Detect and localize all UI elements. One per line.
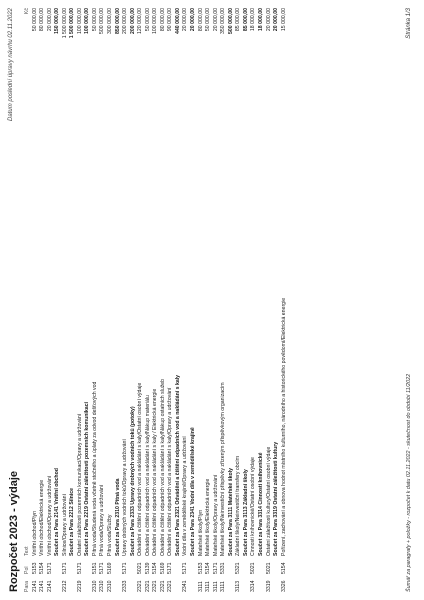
cell-amount: 350 000,00 (220, 8, 227, 34)
cell-para: 2321 (167, 580, 174, 592)
cell-amount: 1 500 000,00 (61, 8, 68, 39)
cell-amount: 200 000,00 (129, 8, 136, 34)
cell-amount: 20 000,00 (273, 8, 280, 32)
cell-para: 2321 (137, 580, 144, 592)
cell-para: 2212 (61, 580, 68, 592)
cell-para: 3111 (205, 581, 212, 592)
table-row (145, 8, 153, 592)
last-modified-date: Datum poslední úpravy návrhu 02.11.2022 (8, 8, 14, 121)
cell-para: 2321 (159, 580, 166, 592)
cell-text: Odvádění a čištění odpadních vod a nakládání s kaly/Nákup materiálu (144, 395, 151, 556)
cell-para: 2219 (76, 580, 83, 592)
cell-text: Součet za Para 2321 Odvádění a čištění odpadních vod a nakládání s kaly (174, 374, 181, 556)
cell-text: Součet za Para 3319 Ostatní záležitosti kultury (273, 441, 280, 556)
cell-pol: 5171 (76, 562, 83, 574)
cell-para: 2141 (31, 580, 38, 592)
cell-amount: 120 000,00 (137, 8, 144, 34)
cell-pol: 5154 (280, 562, 287, 574)
table-row (213, 8, 221, 592)
cell-text: Součet za Para 3113 Základní školy (242, 469, 249, 556)
cell-amount: 20 000,00 (46, 8, 53, 32)
cell-amount: 90 000,00 (167, 8, 174, 32)
table-row-subtotal (243, 8, 251, 592)
cell-text: Součet za Para 2219 Ostatní záležitosti pozemních komunikací (84, 402, 91, 556)
cell-text: Odvádění a čištění odpadních vod a nakládání s kaly/Opravy a udržování (167, 387, 174, 556)
cell-pol: 5171 (182, 562, 189, 574)
cell-para: 3111 (220, 581, 227, 592)
cell-para (69, 574, 77, 592)
table-row (198, 8, 206, 592)
cell-amount: 500 000,00 (227, 8, 234, 34)
table-row-subtotal (228, 8, 236, 592)
cell-para: 2341 (182, 580, 189, 592)
cell-para (130, 574, 138, 592)
table-row (32, 8, 40, 592)
cell-amount: 200 000,00 (122, 8, 129, 34)
cell-pol: 5321 (235, 562, 242, 574)
cell-para (115, 574, 123, 592)
cell-pol (130, 556, 138, 574)
table-row (250, 8, 258, 592)
cell-pol (243, 556, 251, 574)
cell-para: 3314 (250, 580, 257, 592)
cell-amount: 100 000,00 (152, 8, 159, 34)
cell-para: 2310 (99, 580, 106, 592)
cell-para: 2141 (46, 580, 53, 592)
cell-para: 3111 (212, 581, 219, 592)
cell-pol (69, 556, 77, 574)
cell-text: Odvádění a čištění odpadních vod a nakládání s kaly / Elektrická energie (152, 388, 159, 556)
table-row-subtotal (115, 8, 123, 592)
table-row (266, 8, 274, 592)
cell-text: Vodní díla v zemědělské krajině/Opravy a udržování (182, 436, 189, 556)
cell-text: Součet za Para 3314 Činnosti knihovnické (257, 452, 264, 556)
cell-amount: 20 000,00 (182, 8, 189, 32)
cell-amount: 150 000,00 (54, 8, 61, 34)
col-header-pol: Pol (24, 566, 30, 574)
cell-pol: 5153 (197, 562, 204, 574)
table-row (107, 8, 115, 592)
cell-pol: 5169 (159, 562, 166, 574)
cell-para: 2310 (91, 580, 98, 592)
table-row (205, 8, 213, 592)
cell-amount: 85 000,00 (235, 8, 242, 32)
cell-pol: 5171 (46, 562, 53, 574)
cell-text: Součet za Para 2141 Vnitřní obchod (54, 468, 61, 556)
cell-pol: 5331 (220, 562, 227, 574)
cell-pol (228, 556, 236, 574)
cell-amount: 80 000,00 (159, 8, 166, 32)
table-row (235, 8, 243, 592)
cell-amount: 50 000,00 (205, 8, 212, 32)
budget-table (24, 8, 288, 592)
cell-pol: 5151 (91, 562, 98, 574)
cell-text: Silnice/Opravy a udržování (61, 494, 68, 556)
cell-amount: 18 000,00 (250, 8, 257, 32)
cell-text: Ostatní záležitosti pozemních komunikací/Opravy a udržování (76, 413, 83, 556)
cell-text: Mateřské školy/Elektrická energie (205, 478, 212, 556)
cell-amount: 300 000,00 (107, 8, 114, 34)
cell-pol (273, 556, 281, 574)
table-row (137, 8, 145, 592)
cell-para: 3326 (280, 580, 287, 592)
cell-para: 3113 (235, 580, 242, 592)
cell-pol: 5153 (31, 562, 38, 574)
cell-text: Mateřské školy/Plyn (197, 509, 204, 556)
cell-amount: 100 000,00 (84, 8, 91, 34)
table-header-row (24, 8, 32, 592)
cell-para (190, 574, 198, 592)
cell-pol: 5021 (250, 562, 257, 574)
cell-text: Pitná voda/Studená voda včetně stočného a úplaty za odvod dešťových vod (91, 381, 98, 556)
cell-amount: 85 000,00 (242, 8, 249, 32)
cell-pol: 5154 (152, 562, 159, 574)
cell-pol (190, 556, 198, 574)
cell-para: 3319 (265, 580, 272, 592)
table-row (160, 8, 168, 592)
cell-para (54, 574, 62, 592)
table-row (92, 8, 100, 592)
table-row (122, 8, 130, 592)
table-row (62, 8, 70, 592)
cell-text: Pořízení, zachování a obnova hodnot místního kulturního, národního a historického povědomí/Elektrická energie (280, 297, 287, 556)
cell-pol: 5171 (122, 562, 129, 574)
cell-amount: 18 000,00 (257, 8, 264, 32)
page-title: Rozpočet 2023 - výdaje (8, 470, 20, 592)
cell-amount: 50 000,00 (31, 8, 38, 32)
cell-pol: 5021 (137, 562, 144, 574)
table-row-subtotal (84, 8, 92, 592)
col-header-para: Para (24, 581, 30, 592)
table-row-subtotal (175, 8, 183, 592)
cell-para: 2321 (152, 580, 159, 592)
cell-pol: 5139 (144, 562, 151, 574)
cell-text: Vnitřní obchod/Opravy a udržování (46, 475, 53, 556)
cell-para: 2321 (144, 580, 151, 592)
table-row (167, 8, 175, 592)
cell-amount: 850 000,00 (114, 8, 121, 34)
table-row (77, 8, 85, 592)
cell-pol: 5171 (212, 562, 219, 574)
cell-para: 2333 (122, 580, 129, 592)
cell-pol: 5021 (265, 562, 272, 574)
cell-text: Úpravy drobných vodních toků/Opravy a udržování (122, 439, 129, 556)
cell-para: 2310 (107, 580, 114, 592)
table-row-subtotal (130, 8, 138, 592)
cell-pol: 5171 (61, 562, 68, 574)
table-row-subtotal (258, 8, 266, 592)
cell-amount: 20 000,00 (190, 8, 197, 32)
cell-amount: 80 000,00 (39, 8, 46, 32)
table-row-subtotal (273, 8, 281, 592)
cell-amount: 20 000,00 (212, 8, 219, 32)
cell-para (84, 574, 92, 592)
col-header-amount: Kč (24, 8, 30, 15)
cell-pol (175, 556, 183, 574)
cell-para: 3111 (197, 581, 204, 592)
cell-pol (115, 556, 123, 574)
cell-para (258, 574, 266, 592)
cell-amount: 1 500 000,00 (69, 8, 76, 39)
table-row (182, 8, 190, 592)
cell-pol: 5169 (107, 562, 114, 574)
cell-text: Součet za Para 3111 Mateřské školy (227, 468, 234, 556)
table-row (99, 8, 107, 592)
table-row-subtotal (69, 8, 77, 592)
cell-text: Pitná voda/Opravy a udržování (99, 484, 106, 556)
cell-text: Odvádění a čištění odpadních vod a nakládání s kaly/Ostatní osobní výdaje (137, 382, 144, 556)
footer-note: Šumář za paragrafy + položky - rozpočet k datu 02.11.2022 - skutečnost do období 11/2022 (406, 373, 412, 592)
cell-text: Pitná voda/Služby (107, 514, 114, 556)
cell-amount: 100 000,00 (76, 8, 83, 34)
table-row (39, 8, 47, 592)
cell-amount: 440 000,00 (174, 8, 181, 34)
cell-pol (54, 556, 62, 574)
cell-text: Součet za Para 2310 Pitná voda (114, 478, 121, 556)
table-row (47, 8, 55, 592)
cell-text: Odvádění a čištění odpadních vod a nakládání s kaly/Nákup ostatních služeb (159, 378, 166, 556)
cell-pol: 5171 (167, 562, 174, 574)
cell-amount: 15 000,00 (280, 8, 287, 32)
cell-amount: 20 000,00 (265, 8, 272, 32)
cell-pol: 5154 (39, 562, 46, 574)
cell-text: Součet za Para 2341 Vodní díla v zemědělské krajině (190, 427, 197, 556)
cell-text: Součet za Para 2212 Silnice (69, 487, 76, 556)
cell-text: Základní školy/Neinvestiční transfery obcím (235, 455, 242, 556)
table-row (220, 8, 228, 592)
table-row-subtotal (54, 8, 62, 592)
cell-amount: 50 000,00 (91, 8, 98, 32)
cell-text: Součet za Para 2333 Úpravy drobných vodních toků (potoky) (129, 406, 136, 556)
cell-para (175, 574, 183, 592)
cell-pol (258, 556, 266, 574)
cell-para (228, 574, 236, 592)
col-header-text: Text (24, 546, 30, 556)
table-row-subtotal (190, 8, 198, 592)
cell-pol: 5154 (205, 562, 212, 574)
cell-text: Ostatní záležitosti kultury/Ostatní osobní výdaje (265, 446, 272, 556)
cell-para: 2141 (39, 580, 46, 592)
cell-text: Činnosti knihovnické/Ostatní osobní výdaje (250, 457, 257, 556)
cell-pol (84, 556, 92, 574)
cell-amount: 500 000,00 (99, 8, 106, 34)
cell-text: Mateřské školy/Neinvestiční příspěvky zřízeným příspěvkovým organizacím (220, 382, 227, 556)
cell-text: Vnitřní obchod/Elektrická energie (39, 479, 46, 556)
cell-para (243, 574, 251, 592)
cell-para (273, 574, 281, 592)
page-number: Stránka 1/3 (406, 8, 412, 39)
cell-amount: 80 000,00 (197, 8, 204, 32)
cell-amount: 50 000,00 (144, 8, 151, 32)
cell-text: Vnitřní obchod/Plyn (31, 511, 38, 556)
table-row (152, 8, 160, 592)
table-row (281, 8, 289, 592)
cell-pol: 5171 (99, 562, 106, 574)
cell-text: Mateřské školy/Opravy a udržování (212, 474, 219, 556)
